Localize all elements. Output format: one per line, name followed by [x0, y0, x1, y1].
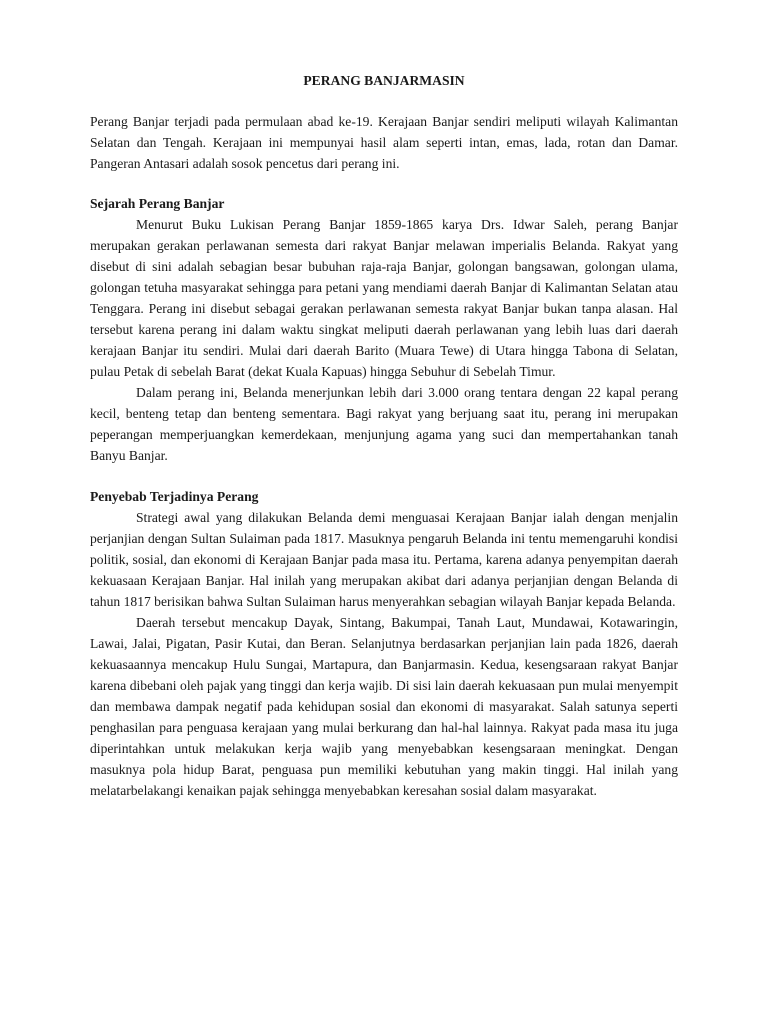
sejarah-paragraph-1: Menurut Buku Lukisan Perang Banjar 1859-1865 karya Drs. Idwar Saleh, perang Banjar merupakan gerakan perlawanan semesta dari rakyat Banjar melawan imperialis Belanda. Rakyat yang disebut di sini adalah sebagian besar bubuhan raja-raja Banjar, golongan bangsawan, golongan ulama, golongan tetuha masyarakat sehingga para petani yang mendiami daerah Banjar di Kalimantan Selatan atau Tenggara. Perang ini disebut sebagai gerakan perlawanan semesta rakyat Banjar bukan tanpa alasan. Hal tersebut karena perang ini dalam waktu singkat meliputi daerah perlawanan yang lebih luas dari daerah kerajaan Banjar itu sendiri. Mulai dari daerah Barito (Muara Tewe) di Utara hingga Tabona di Selatan, pulau Petak di sebelah Barat (dekat Kuala Kapuas) hingga Sebuhur di Sebelah Timur. [90, 217, 678, 379]
sejarah-paragraph-2: Dalam perang ini, Belanda menerjunkan lebih dari 3.000 orang tentara dengan 22 kapal perang kecil, benteng tetap dan benteng sementara. Bagi rakyat yang berjuang saat itu, perang ini merupakan peperangan memperjuangkan kemerdekaan, menjunjung agama yang suci dan mempertahankan tanah Banyu Banjar. [90, 385, 678, 463]
penyebab-paragraph-2: Daerah tersebut mencakup Dayak, Sintang, Bakumpai, Tanah Laut, Mundawai, Kotawaringin, Lawai, Jalai, Pigatan, Pasir Kutai, dan Beran. Selanjutnya berdasarkan perjanjian lain pada 1826, daerah kekuasaannya mencakup Hulu Sungai, Martapura, dan Banjarmasin. Kedua, kesengsaraan rakyat Banjar karena dibebani oleh pajak yang tinggi dan kerja wajib. Di sisi lain daerah kekuasaan pun mulai menyempit dan membawa dampak negatif pada kehidupan sosial dan ekonomi di masyarakat. Salah satunya seperti penghasilan para penguasa kerajaan yang mulai berkurang dan hal-hal lainnya. Rakyat pada masa itu juga diperintahkan untuk melakukan kerja wajib yang menyebabkan kesengsaraan meningkat. Dengan masuknya pola hidup Barat, penguasa pun memiliki kebutuhan yang makin tinggi. Hal inilah yang melatarbelakangi kenaikan pajak sehingga menyebabkan keresahan sosial dalam masyarakat. [90, 615, 678, 798]
intro-paragraph: Perang Banjar terjadi pada permulaan abad ke-19. Kerajaan Banjar sendiri meliputi wilayah Kalimantan Selatan dan Tengah. Kerajaan ini mempunyai hasil alam seperti intan, emas, lada, rotan dan Damar. Pangeran Antasari adalah sosok pencetus dari perang ini. [90, 114, 678, 171]
spacer [90, 174, 678, 193]
section-heading-sejarah: Sejarah Perang Banjar [90, 196, 225, 211]
document-title: PERANG BANJARMASIN [303, 73, 465, 88]
penyebab-paragraph-1: Strategi awal yang dilakukan Belanda demi menguasai Kerajaan Banjar ialah dengan menjalin perjanjian dengan Sultan Sulaiman pada 1817. Masuknya pengaruh Belanda ini tentu memengaruhi kondisi politik, sosial, dan ekonomi di Kerajaan Banjar pada masa itu. Pertama, karena adanya penyempitan daerah kekuasaan Kerajaan Banjar. Hal inilah yang merupakan akibat dari adanya perjanjian dengan Belanda di tahun 1817 berisikan bahwa Sultan Sulaiman harus menyerahkan sebagian wilayah Banjar kepada Belanda. [90, 510, 678, 609]
spacer [90, 466, 678, 486]
document-page [90, 70, 678, 801]
section-heading-penyebab: Penyebab Terjadinya Perang [90, 489, 259, 504]
